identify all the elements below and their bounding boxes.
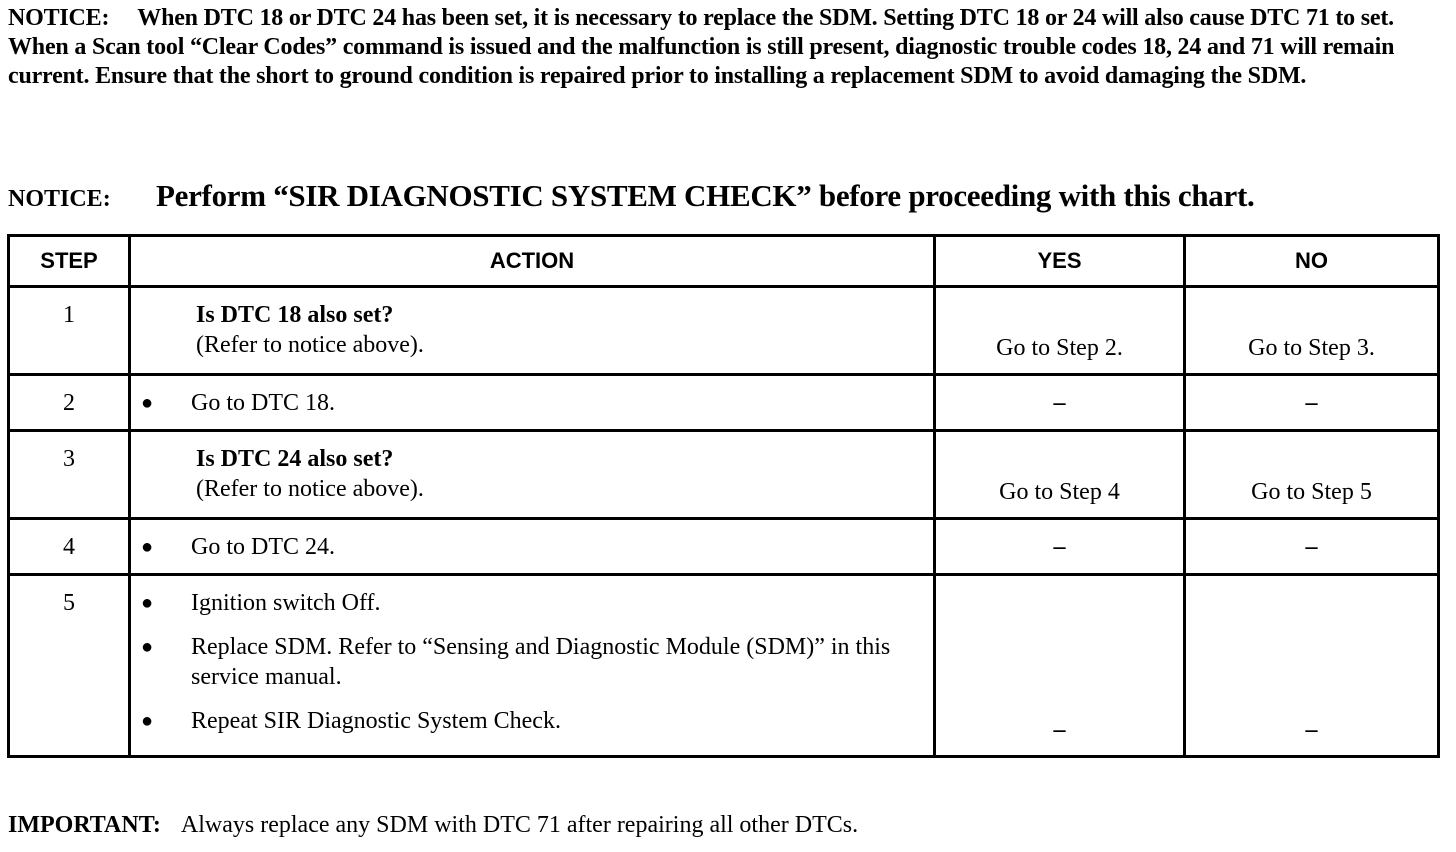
- diagnostic-table: [7, 234, 1440, 758]
- important-text: Always replace any SDM with DTC 71 after repairing all other DTCs.: [180, 812, 859, 838]
- table-row: [9, 431, 1439, 519]
- action-text: Replace SDM. Refer to “Sensing and Diagnostic Module (SDM)” in this service manual.: [191, 634, 891, 690]
- no-cell: –: [1185, 519, 1439, 575]
- bullet-icon: ●: [141, 392, 154, 414]
- action-text: Ignition switch Off.: [191, 590, 381, 616]
- step-number: 3: [9, 431, 130, 519]
- action-cell: [130, 519, 935, 575]
- table-header-row: [9, 236, 1439, 287]
- action-cell: [130, 575, 935, 757]
- yes-cell: Go to Step 2.: [935, 287, 1185, 375]
- step-number: 2: [9, 375, 130, 431]
- action-text: Go to DTC 24.: [191, 534, 335, 560]
- bullet-icon: ●: [141, 592, 154, 614]
- yes-cell: –: [935, 575, 1185, 757]
- action-cell: [130, 375, 935, 431]
- action-cell: [130, 431, 935, 519]
- table-row: [9, 519, 1439, 575]
- header-step: STEP: [9, 236, 130, 287]
- no-cell: Go to Step 3.: [1185, 287, 1439, 375]
- important-label: IMPORTANT:: [8, 812, 161, 838]
- notice-label: NOTICE:: [8, 5, 110, 31]
- header-yes: YES: [935, 236, 1185, 287]
- table-row: [9, 375, 1439, 431]
- action-cell: [130, 287, 935, 375]
- header-action: ACTION: [130, 236, 935, 287]
- notice-text: When DTC 18 or DTC 24 has been set, it is necessary to replace the SDM. Setting DTC 18 or 24 will also cause DTC 71 to set. When a Scan tool “Clear Codes” command is issued and the malfunction is still present, diagnostic trouble codes 18, 24 and 71 will remain current. Ensure that the short to ground condition is repaired prior to installing a replacement SDM to avoid damaging the SDM.: [8, 5, 1395, 89]
- step-number: 5: [9, 575, 130, 757]
- action-note: (Refer to notice above).: [196, 476, 424, 502]
- no-cell: Go to Step 5: [1185, 431, 1439, 519]
- no-cell: –: [1185, 575, 1439, 757]
- bullet-icon: ●: [141, 536, 154, 558]
- action-text: Repeat SIR Diagnostic System Check.: [191, 708, 561, 734]
- table-row: [9, 575, 1439, 757]
- notice-chart: [8, 178, 1448, 214]
- action-note: (Refer to notice above).: [196, 332, 424, 358]
- notice-text: Perform “SIR DIAGNOSTIC SYSTEM CHECK” before proceeding with this chart.: [156, 178, 1255, 213]
- notice-label: NOTICE:: [8, 186, 111, 212]
- notice-top: [8, 4, 1448, 91]
- step-number: 1: [9, 287, 130, 375]
- yes-cell: Go to Step 4: [935, 431, 1185, 519]
- action-question: Is DTC 24 also set?: [196, 446, 394, 472]
- bullet-icon: ●: [141, 710, 154, 732]
- header-no: NO: [1185, 236, 1439, 287]
- action-question: Is DTC 18 also set?: [196, 302, 394, 328]
- step-number: 4: [9, 519, 130, 575]
- important-note: [8, 812, 858, 839]
- yes-cell: –: [935, 519, 1185, 575]
- yes-cell: –: [935, 375, 1185, 431]
- action-text: Go to DTC 18.: [191, 390, 335, 416]
- bullet-icon: ●: [141, 636, 154, 658]
- no-cell: –: [1185, 375, 1439, 431]
- table-row: [9, 287, 1439, 375]
